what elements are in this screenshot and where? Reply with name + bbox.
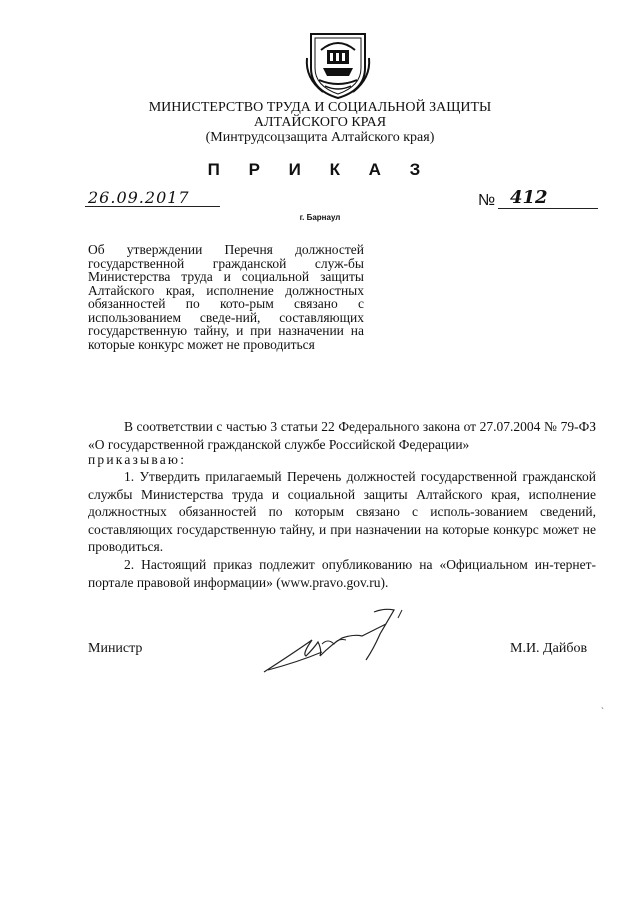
order-item-1: 1. Утвердить прилагаемый Перечень должностей государственной гражданской службы Министерства труда и социальной защиты Алтайского края, исполнение должностных обязанностей по которым связано с исполь-зованием сведений, составляющих государственную тайну, и при назначении на которые конкурс может не проводиться. [88,469,596,554]
number-underline [498,208,598,209]
ministry-name-line1: МИНИСТЕРСТВО ТРУДА И СОЦИАЛЬНОЙ ЗАЩИТЫ [148,100,492,115]
preamble-paragraph: В соответствии с частью 3 статьи 22 Федерального закона от 27.07.2004 № 79-ФЗ «О государственной гражданской службе Российской Федерации» [88,419,596,452]
document-city: г. Барнаул [299,213,341,222]
signer-title: Министр [88,641,143,656]
ministry-name-line2: АЛТАЙСКОГО КРАЯ [253,115,387,130]
order-word: приказываю: [88,452,187,467]
number-label: № [478,192,496,209]
date-underline [85,206,220,207]
document-date: 26.09.2017 [88,188,190,207]
document-type: П Р И К А З [207,160,433,179]
scan-mark: ` [601,706,604,716]
signer-name: М.И. Дайбов [510,641,588,656]
document-number: 412 [510,187,548,208]
ministry-short-name: (Минтрудсоцзащита Алтайского края) [205,130,435,145]
handwritten-signature [262,604,412,676]
order-item-2: 2. Настоящий приказ подлежит опубликованию на «Официальном ин-тернет-портале правовой информации» (www.pravo.gov.ru). [88,557,596,590]
document-subject: Об утверждении Перечня должностей государственной гражданской служ-бы Министерства труда и социальной защиты Алтайского края, исполнение должностных обязанностей по кото-рым связано с использованием сведе-ний, составляющих государственную тайну, и при назначении на которые конкурс может не проводиться [88,242,364,352]
coat-of-arms-icon [303,28,373,100]
ministry-heading [0,100,640,145]
